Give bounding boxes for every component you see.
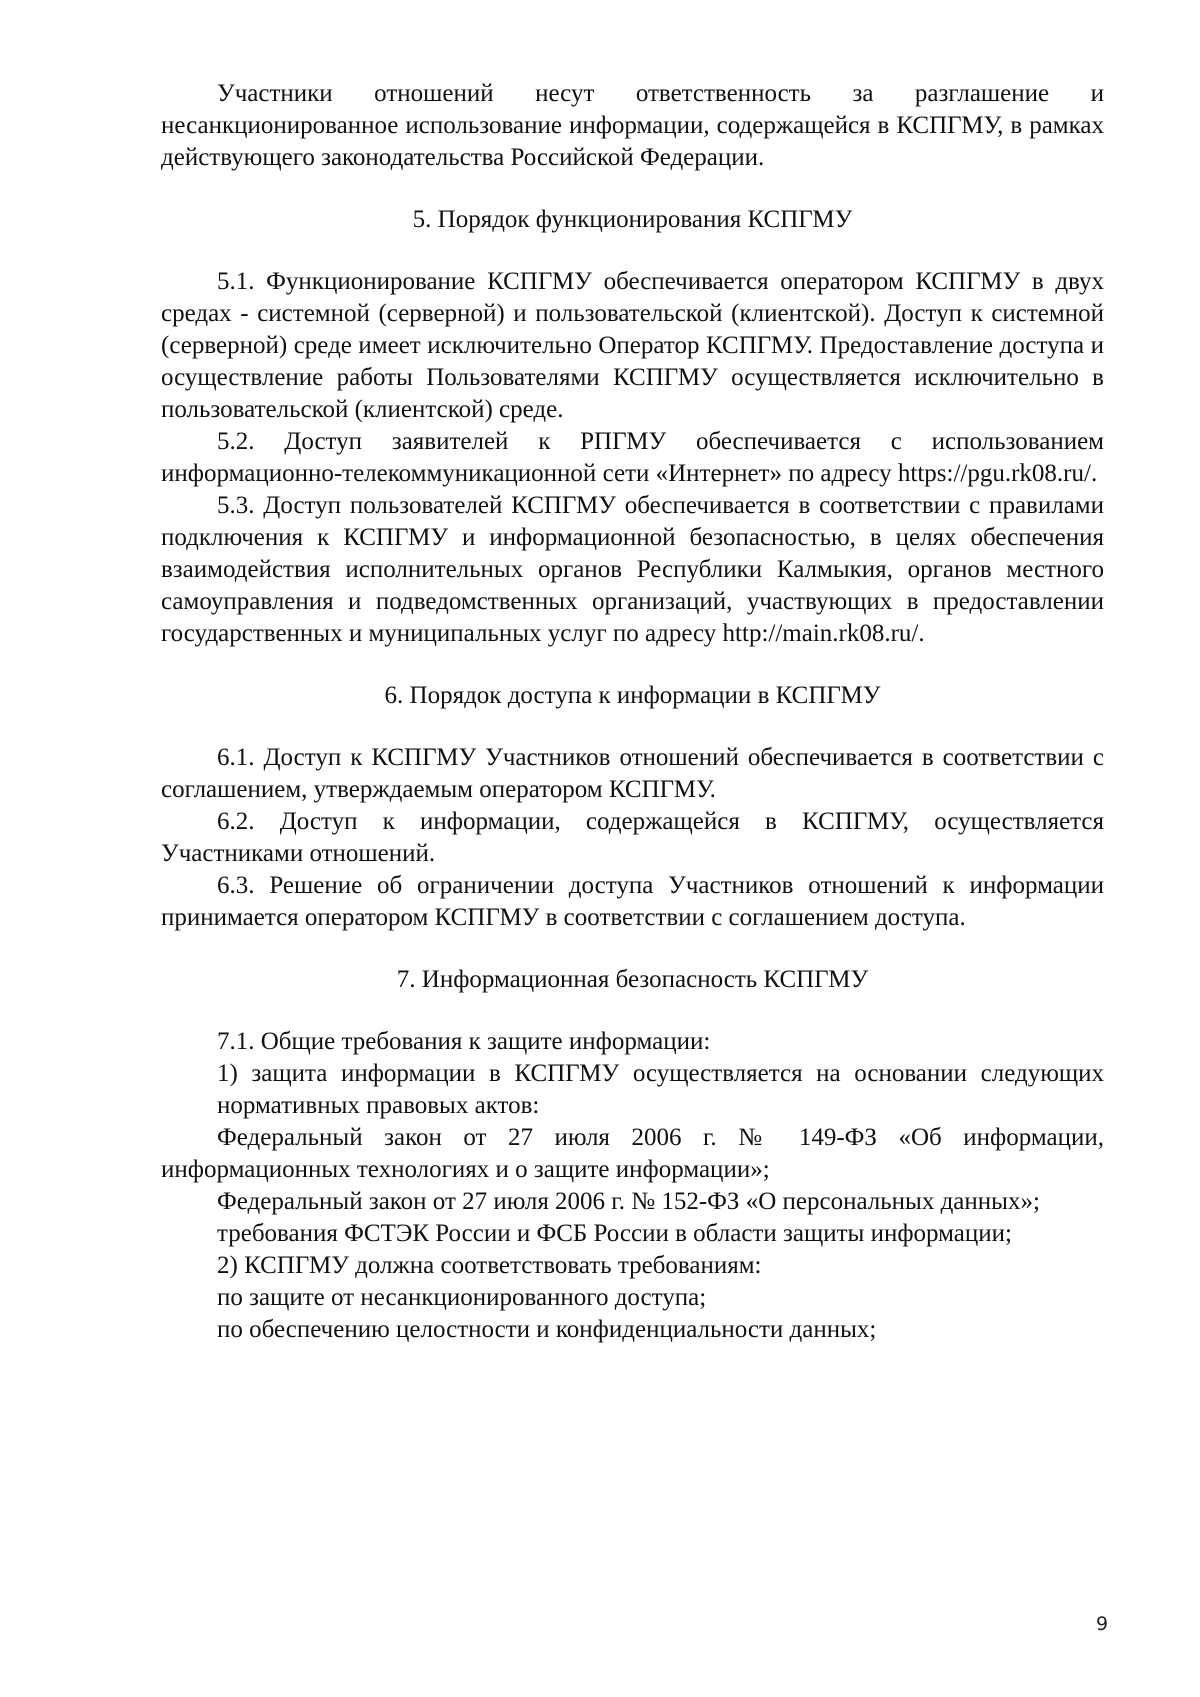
fstek-fsb-requirements: требования ФСТЭК России и ФСБ России в области защиты информации; [217, 1220, 1012, 1247]
paragraph-7-1-item-1: 1) защита информации в КСПГМУ осуществляется на основании следующих нормативных правовых актов: [217, 1060, 1104, 1119]
intro-paragraph: Участники отношений несут ответственность за разглашение и несанкционированное использование информации, содержащейся в КСПГМУ, в рамках действующего законодательства Российской Федерации. [161, 80, 1104, 171]
paragraph-6-3: 6.3. Решение об ограничении доступа Участников отношений к информации принимается оператором КСПГМУ в соответствии с соглашением доступа. [161, 872, 1104, 931]
paragraph-5-2: 5.2. Доступ заявителей к РПГМУ обеспечивается с использованием информационно-телекоммуникационной сети «Интернет» по адресу https://pgu.rk08.ru/. [161, 428, 1104, 487]
law-152-fz: Федеральный закон от 27 июля 2006 г. № 152-ФЗ «О персональных данных»; [217, 1188, 1040, 1215]
requirement-unauthorized-access: по защите от несанкционированного доступа; [217, 1284, 707, 1311]
paragraph-6-1: 6.1. Доступ к КСПГМУ Участников отношений обеспечивается в соответствии с соглашением, утверждаемым оператором КСПГМУ. [161, 744, 1104, 803]
section-6-heading: 6. Порядок доступа к информации в КСПГМУ [384, 682, 881, 709]
law-149-fz: Федеральный закон от 27 июля 2006 г. № 149-ФЗ «Об информации, информационных технологиях и о защите информации»; [161, 1124, 1104, 1183]
page-number: 9 [1096, 1613, 1109, 1635]
paragraph-7-1: 7.1. Общие требования к защите информации: [217, 1028, 711, 1055]
section-7-heading: 7. Информационная безопасность КСПГМУ [396, 966, 869, 993]
paragraph-5-3: 5.3. Доступ пользователей КСПГМУ обеспечивается в соответствии с правилами подключения к КСПГМУ и информационной безопасностью, в целях обеспечения взаимодействия исполнительных органов Республики Калмыкия, органов местного самоуправления и подведомственных организаций, участвующих в предоставлении государственных и муниципальных услуг по адресу http://main.rk08.ru/. [161, 492, 1104, 647]
section-5-heading: 5. Порядок функционирования КСПГМУ [412, 206, 853, 233]
paragraph-6-2: 6.2. Доступ к информации, содержащейся в КСПГМУ, осуществляется Участниками отношений. [161, 808, 1104, 867]
paragraph-7-1-item-2: 2) КСПГМУ должна соответствовать требованиям: [217, 1252, 762, 1279]
paragraph-5-1: 5.1. Функционирование КСПГМУ обеспечивается оператором КСПГМУ в двух средах - системной (серверной) и пользовательской (клиентской). Доступ к системной (серверной) среде имеет исключительно Оператор КСПГМУ. Предоставление доступа и осуществление работы Пользователями КСПГМУ осуществляется исключительно в пользовательской (клиентской) среде. [161, 268, 1104, 423]
requirement-integrity-confidentiality: по обеспечению целостности и конфиденциальности данных; [217, 1316, 877, 1343]
